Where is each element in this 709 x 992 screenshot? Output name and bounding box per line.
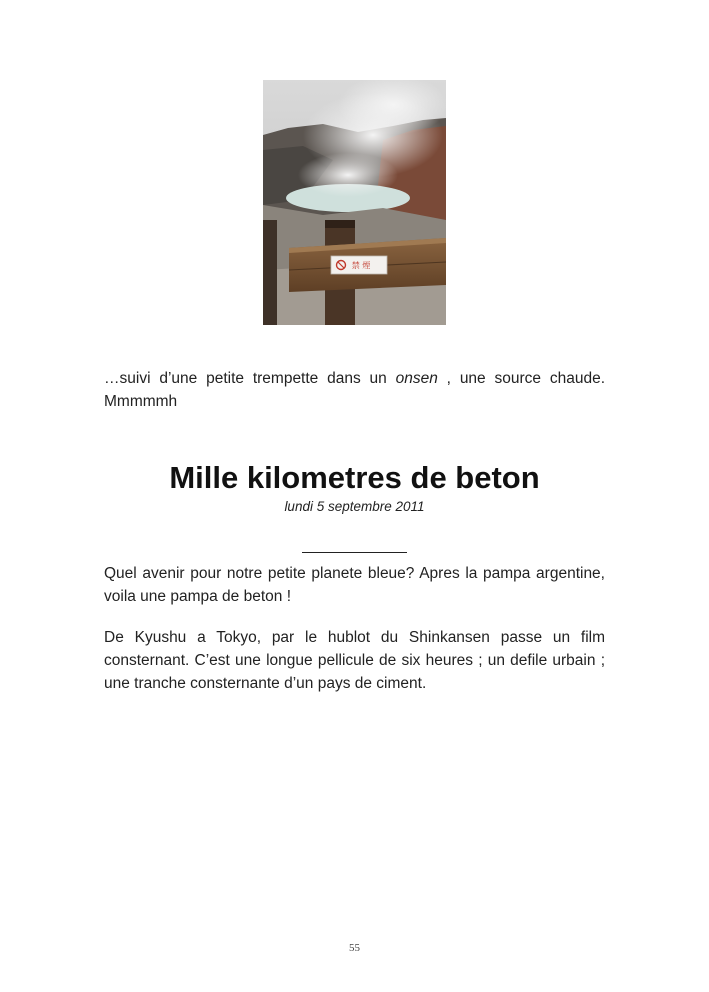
caption-emphasis: onsen [395, 370, 438, 387]
crater-photo [263, 80, 446, 325]
caption-text-end: , une source chaude. Mmmmmh [104, 370, 606, 410]
caption-text-start: …suivi d’une petite trempette dans un [104, 370, 396, 387]
photo-caption [104, 367, 605, 413]
page-number: 55 [349, 942, 360, 954]
article-date: lundi 5 septembre 2011 [284, 499, 425, 514]
article-paragraph-2: De Kyushu a Tokyo, par le hublot du Shinkansen passe un film consternant. C’est une longue pellicule de six heures ; un defile urbain ; une tranche consternante d’un pays de ciment. [104, 629, 605, 692]
volcano-crater-image [263, 80, 446, 325]
article-paragraph-1: Quel avenir pour notre petite planete bleue? Apres la pampa argentine, voila une pampa de beton ! [104, 565, 605, 605]
sign-text: 禁 煙 [351, 261, 371, 270]
article-title: Mille kilometres de beton [169, 460, 540, 495]
separator-line [302, 552, 407, 553]
